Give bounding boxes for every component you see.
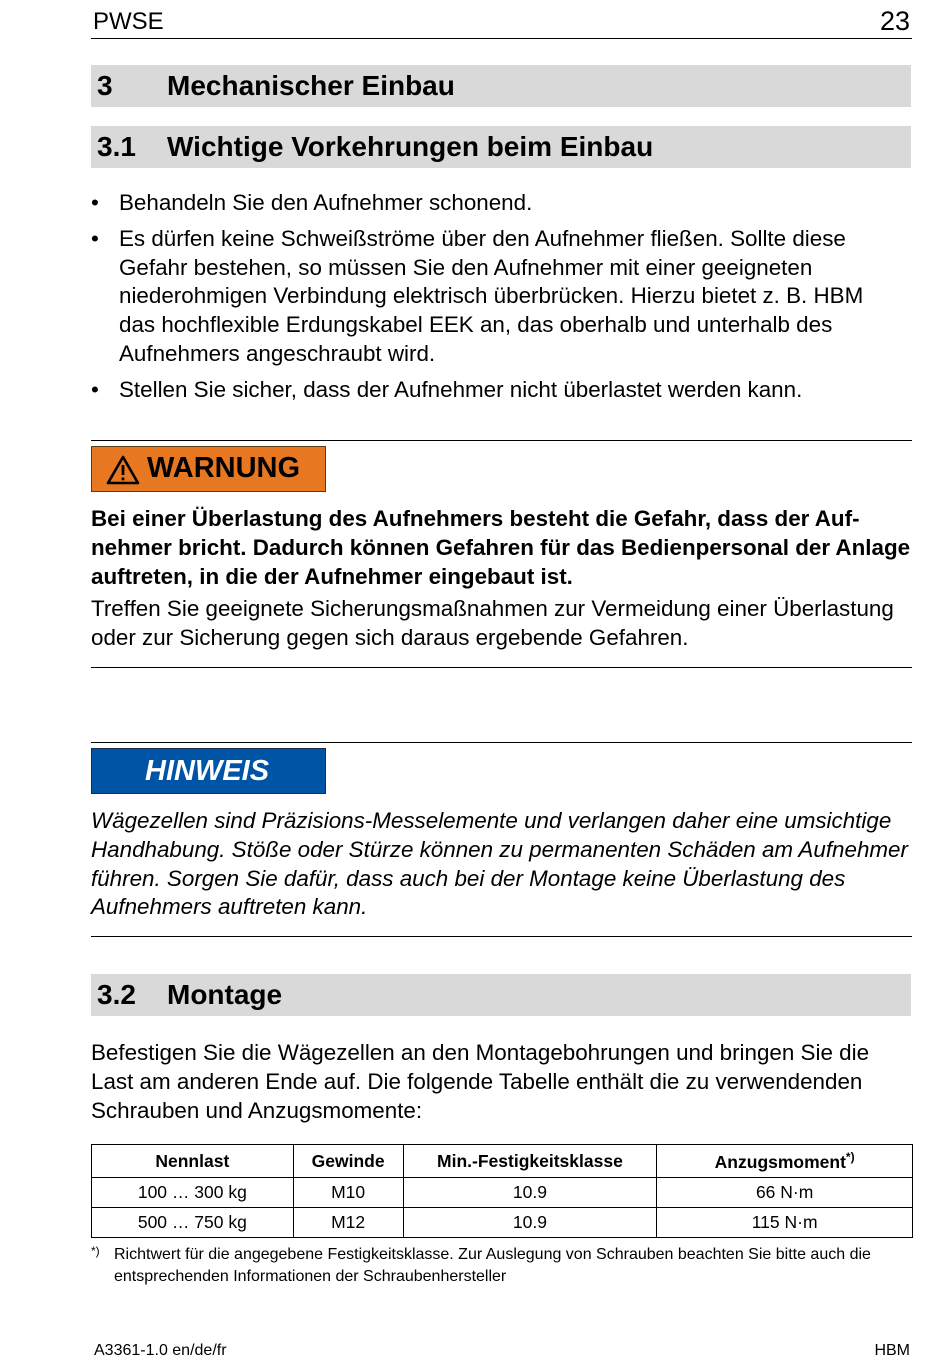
document-code: A3361-1.0 en/de/fr [94,1342,227,1359]
section-number: 3 [97,70,113,101]
section-title: Mechanischer Einbau [167,70,455,101]
page-number: 23 [879,6,910,36]
table-cell: 500 … 750 kg [92,1208,294,1238]
notice-text: Wägezellen sind Präzisions-Messelemente und verlangen daher eine umsichtige Handhabung. Stöße oder Stürze können zu permanenten Schäden am Aufnehmer führen. Sorgen Sie dafür, dass auch bei der Montage keine Überlastung des Aufnehmers auftreten kann. [91,808,908,920]
section-title: Wichtige Vorkehrungen beim Einbau [167,131,654,162]
footnote-text: Richtwert für die angegebene Festigkeitsklasse. Zur Auslegung von Schrauben beachten Sie bitte auch die entsprechenden Informationen der Schraubenhersteller [114,1246,871,1285]
montage-paragraph: Befestigen Sie die Wägezellen an den Montagebohrungen und bringen Sie die Last am anderen Ende auf. Die folgende Tabelle enthält die zu verwendenden Schrauben und Anzugsmomente: [91,1040,870,1123]
list-item: • Behandeln Sie den Aufnehmer schonend. [91,189,901,218]
table-row [92,1178,913,1208]
table-cell: M12 [293,1208,403,1238]
section-heading-3-1 [91,126,911,168]
warning-label: WARNUNG [147,452,301,484]
column-header: Gewinde [293,1145,403,1178]
warning-bold-text: Bei einer Überlastung des Aufnehmers besteht die Gefahr, dass der Aufnehmer bricht. Dadurch können Gefahren für das Bedienpersonal der Anlage auftreten, in die der Aufnehmer eingebaut ist. [91,506,911,589]
precaution-list [91,189,901,412]
footnote-mark: *) [845,1149,855,1164]
table-cell: 100 … 300 kg [92,1178,294,1208]
section-number: 3.1 [97,131,136,162]
footer-brand: HBM [874,1342,910,1359]
table-cell: 115 N·m [657,1208,913,1238]
table-cell: M10 [293,1178,403,1208]
table-cell: 10.9 [403,1208,657,1238]
header-rule [91,38,912,39]
warning-top-rule [91,440,912,441]
list-item: • Stellen Sie sicher, dass der Aufnehmer nicht überlastet werden kann. [91,376,901,405]
warning-text: Treffen Sie geeignete Sicherungsmaßnahmen zur Vermeidung einer Überlastung oder zur Sicherung gegen sich daraus ergebende Gefahren. [91,596,894,650]
section-title: Montage [167,979,283,1010]
warning-badge [91,446,326,492]
notice-badge [91,748,326,794]
table-header-row [92,1145,913,1178]
notice-label: HINWEIS [145,755,270,787]
section-heading-3-2 [91,974,911,1016]
table-row [92,1208,913,1238]
column-header-label: Anzugsmoment [714,1151,846,1172]
table-cell: 10.9 [403,1178,657,1208]
column-header: Nennlast [92,1145,294,1178]
warning-triangle-icon [106,455,140,485]
footnote-mark: *) [91,1244,100,1258]
notice-top-rule [91,742,912,743]
notice-bottom-rule [91,936,912,937]
section-heading-3 [91,65,911,107]
header-title: PWSE [93,8,164,35]
column-header [657,1145,913,1178]
screw-torque-table [91,1144,913,1238]
table-cell: 66 N·m [657,1178,913,1208]
warning-bottom-rule [91,667,912,668]
list-item: • Es dürfen keine Schweißströme über den Aufnehmer fließen. Sollte diese Gefahr bestehen, so müssen Sie den Aufnehmer mit einer geeigneten niederohmigen Verbindung elektrisch überbrücken. Hierzu bietet z. B. HBM das hochflexible Erdungskabel EEK an, das oberhalb und unterhalb des Aufnehmers angeschraubt wird. [91,225,901,369]
section-number: 3.2 [97,979,136,1010]
column-header: Min.-Festigkeitsklasse [403,1145,657,1178]
